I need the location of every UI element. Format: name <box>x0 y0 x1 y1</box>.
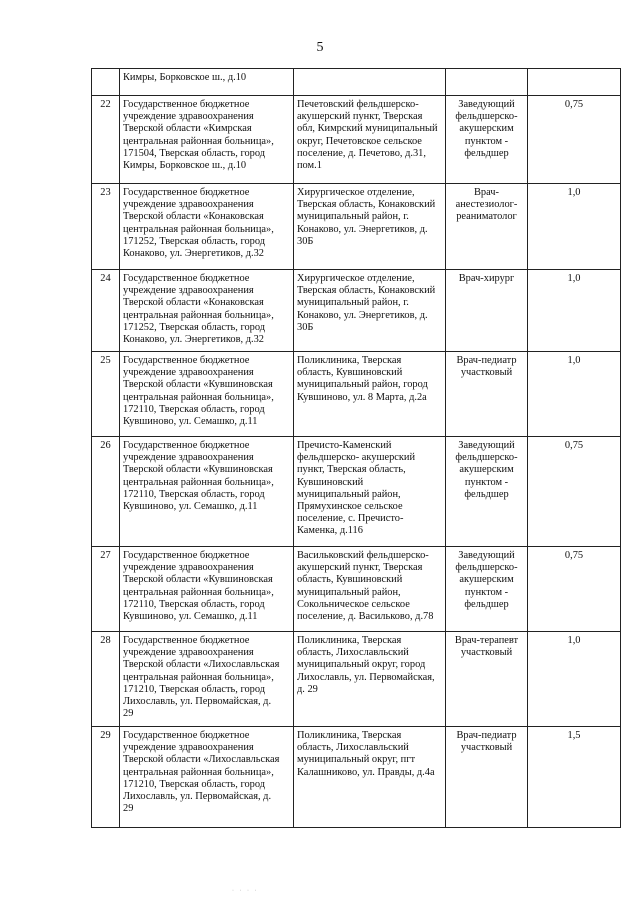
cell-text-line: учреждение здравоохранения <box>123 367 254 379</box>
table-row <box>92 352 621 437</box>
cell-text-line: пунктом - <box>464 586 509 598</box>
table-row <box>92 69 621 96</box>
cell-text-line: муниципальный район, г. <box>297 297 409 309</box>
row-number-cell: 28 <box>92 632 120 727</box>
cell-text-line: учреждение здравоохранения <box>123 199 254 211</box>
cell-text-line: Тверской области «Лихославльская <box>123 659 280 671</box>
cell-text-line: муниципальный округ, город <box>297 659 426 671</box>
cell-text-line: Государственное бюджетное <box>123 440 250 451</box>
row-number-cell: 29 <box>92 727 120 828</box>
cell-text-line: Поликлиника, Тверская <box>297 355 402 366</box>
cell-text-line: 171504, Тверская область, город <box>123 147 266 159</box>
cell-text-line: пом.1 <box>297 160 322 172</box>
cell-text-line: Хирургическое отделение, <box>297 187 415 198</box>
cell-text-line: 171210, Тверская область, город <box>123 778 266 790</box>
cell-text-line: Тверской области «Кувшиновская <box>123 379 273 391</box>
cell-text-line: фельдшерско- <box>455 111 518 123</box>
cell-text-line: Заведующий <box>458 440 515 451</box>
cell-text-line: учреждение здравоохранения <box>123 285 254 297</box>
cell-text-line: 171252, Тверская область, город <box>123 321 266 333</box>
cell-text-line: 172110, Тверская область, город <box>123 598 265 610</box>
rate-cell: 1,0 <box>528 184 621 270</box>
cell-text-line: Тверской области «Кувшиновская <box>123 464 273 476</box>
cell-text-line: пункт, Тверская область, <box>297 464 406 476</box>
cell-text-line: Врач-педиатр <box>456 730 517 741</box>
organization-cell <box>120 547 294 632</box>
cell-text-line: 171252, Тверская область, город <box>123 235 266 247</box>
table-row <box>92 96 621 184</box>
row-number-cell: 24 <box>92 270 120 352</box>
cell-text-line: Заведующий <box>458 99 515 110</box>
row-number-cell: 27 <box>92 547 120 632</box>
cell-text-line: фельдшерско- акушерский <box>297 452 416 464</box>
row-number-cell: 25 <box>92 352 120 437</box>
cell-text-line: фельдшер <box>464 488 509 500</box>
cell-text-line: участковый <box>460 742 513 754</box>
staffing-table <box>91 68 621 828</box>
cell-text-line: 30Б <box>297 235 314 247</box>
table-row <box>92 270 621 352</box>
cell-text-line: 30Б <box>297 321 314 333</box>
cell-text-line: центральная районная больница», <box>123 309 274 321</box>
table-row <box>92 632 621 727</box>
workplace-cell <box>294 352 446 437</box>
cell-text-line: Калашниково, ул. Правды, д.4а <box>297 766 435 778</box>
cell-text-line: центральная районная больница», <box>123 586 274 598</box>
position-cell <box>446 437 528 547</box>
cell-text-line: Лихославль, ул. Первомайская, <box>297 671 435 683</box>
workplace-cell <box>294 270 446 352</box>
cell-text-line: Каменка, д.116 <box>297 525 363 537</box>
organization-cell <box>120 352 294 437</box>
cell-text-line: центральная районная больница», <box>123 135 274 147</box>
cell-text-line: участковый <box>460 647 513 659</box>
table-row <box>92 727 621 828</box>
position-cell <box>446 69 528 96</box>
cell-text-line: учреждение здравоохранения <box>123 742 254 754</box>
workplace-cell <box>294 184 446 270</box>
cell-text-line: Васильковский фельдшерско- <box>297 550 429 561</box>
cell-text-line: акушерский пункт, Тверская <box>297 562 423 574</box>
cell-text-line: 171210, Тверская область, город <box>123 683 266 695</box>
cell-text-line: Лихославль, ул. Первомайская, д. <box>123 791 272 803</box>
cell-text-line: Кувшиново, ул. Семашко, д.11 <box>123 416 258 428</box>
cell-text-line: Тверская область, Конаковский <box>297 199 436 211</box>
cell-text-line: Прямухинское сельское <box>297 501 403 513</box>
cell-text-line: учреждение здравоохранения <box>123 452 254 464</box>
cell-text-line: Врач-хирург <box>458 273 515 284</box>
cell-text-line: Тверской области «Конаковская <box>123 297 264 309</box>
organization-cell <box>120 270 294 352</box>
workplace-cell <box>294 632 446 727</box>
cell-text-line: Хирургическое отделение, <box>297 273 415 284</box>
page-number: 5 <box>316 40 324 55</box>
cell-text-line: Кувшиново, ул. 8 Марта, д.2а <box>297 391 427 403</box>
cell-text-line: фельдшер <box>464 598 509 610</box>
cell-text-line: акушерским <box>459 464 514 476</box>
cell-text-line: округ, Печетовское сельское <box>297 135 422 147</box>
cell-text-line: область, Лихославльский <box>297 647 409 659</box>
cell-text-line: Заведующий <box>458 550 515 561</box>
workplace-cell <box>294 727 446 828</box>
cell-text-line: центральная районная больница», <box>123 766 274 778</box>
cell-text-line: участковый <box>460 367 513 379</box>
table-body <box>92 69 621 828</box>
cell-text-line: область, Кувшиновский <box>297 574 403 586</box>
cell-text-line: фельдшер <box>464 147 509 159</box>
scan-artifact: · · · · <box>232 888 259 894</box>
cell-text-line: муниципальный район, <box>297 488 401 500</box>
organization-cell <box>120 632 294 727</box>
rate-cell: 0,75 <box>528 96 621 184</box>
organization-cell <box>120 184 294 270</box>
cell-text-line: учреждение здравоохранения <box>123 647 254 659</box>
cell-text-line: Кимры, Борковское ш., д.10 <box>123 160 247 172</box>
cell-text-line: 172110, Тверская область, город <box>123 403 265 415</box>
cell-text-line: Печетовский фельдшерско- <box>297 99 419 110</box>
cell-text-line: Тверской области «Кувшиновская <box>123 574 273 586</box>
cell-text-line: центральная районная больница», <box>123 223 274 235</box>
cell-text-line: Конаково, ул. Энергетиков, д. <box>297 223 428 235</box>
organization-cell <box>120 727 294 828</box>
position-cell <box>446 547 528 632</box>
cell-text-line: Государственное бюджетное <box>123 730 250 741</box>
row-number-cell: 22 <box>92 96 120 184</box>
rate-cell <box>528 69 621 96</box>
cell-text-line: Конаково, ул. Энергетиков, д.32 <box>123 248 264 260</box>
cell-text-line: Тверской области «Лихославльская <box>123 754 280 766</box>
table-row <box>92 437 621 547</box>
cell-text-line: акушерский пункт, Тверская <box>297 111 423 123</box>
cell-text-line: д. 29 <box>297 683 318 695</box>
cell-text-line: Пречисто-Каменский <box>297 440 392 451</box>
cell-text-line: обл, Кимрский муниципальный <box>297 123 438 135</box>
cell-text-line: муниципальный район, <box>297 586 401 598</box>
cell-text-line: пунктом - <box>464 135 509 147</box>
cell-text-line: муниципальный район, город <box>297 379 428 391</box>
position-cell <box>446 632 528 727</box>
cell-text-line: Государственное бюджетное <box>123 635 250 646</box>
rate-cell: 0,75 <box>528 547 621 632</box>
cell-text-line: поселение, с. Пречисто- <box>297 513 404 525</box>
cell-text-line: реаниматолог <box>456 211 517 223</box>
rate-cell: 1,5 <box>528 727 621 828</box>
cell-text-line: Государственное бюджетное <box>123 99 250 110</box>
rate-cell: 1,0 <box>528 632 621 727</box>
cell-text-line: Кимры, Борковское ш., д.10 <box>123 72 247 83</box>
cell-text-line: Поликлиника, Тверская <box>297 730 402 741</box>
cell-text-line: учреждение здравоохранения <box>123 111 254 123</box>
workplace-cell <box>294 437 446 547</box>
organization-cell <box>120 96 294 184</box>
cell-text-line: область, Кувшиновский <box>297 367 403 379</box>
cell-text-line: Государственное бюджетное <box>123 355 250 366</box>
cell-text-line: муниципальный округ, пгт <box>297 754 416 766</box>
cell-text-line: Сокольническое сельское <box>297 598 410 610</box>
cell-text-line: муниципальный район, г. <box>297 211 409 223</box>
cell-text-line: Лихославль, ул. Первомайская, д. <box>123 696 272 708</box>
cell-text-line: 172110, Тверская область, город <box>123 488 265 500</box>
cell-text-line: поселение, д. Васильково, д.78 <box>297 611 434 623</box>
position-cell <box>446 727 528 828</box>
organization-cell <box>120 437 294 547</box>
cell-text-line: Государственное бюджетное <box>123 187 250 198</box>
cell-text-line: центральная районная больница», <box>123 391 274 403</box>
cell-text-line: акушерским <box>459 123 514 135</box>
cell-text-line: Врач-терапевт <box>454 635 519 646</box>
position-cell <box>446 270 528 352</box>
table-row <box>92 184 621 270</box>
position-cell <box>446 184 528 270</box>
row-number-cell: 23 <box>92 184 120 270</box>
table-row <box>92 547 621 632</box>
cell-text-line: анестезиолог- <box>455 199 518 211</box>
cell-text-line: пунктом - <box>464 476 509 488</box>
cell-text-line: Тверская область, Конаковский <box>297 285 436 297</box>
cell-text-line: центральная районная больница», <box>123 671 274 683</box>
position-cell <box>446 96 528 184</box>
rate-cell: 1,0 <box>528 352 621 437</box>
organization-cell <box>120 69 294 96</box>
row-number-cell <box>92 69 120 96</box>
workplace-cell <box>294 547 446 632</box>
rate-cell: 0,75 <box>528 437 621 547</box>
cell-text-line: Врач- <box>473 187 499 198</box>
rate-cell: 1,0 <box>528 270 621 352</box>
row-number-cell: 26 <box>92 437 120 547</box>
position-cell <box>446 352 528 437</box>
cell-text-line: 29 <box>123 803 134 815</box>
cell-text-line: Конаково, ул. Энергетиков, д. <box>297 309 428 321</box>
cell-text-line: центральная районная больница», <box>123 476 274 488</box>
cell-text-line: Государственное бюджетное <box>123 273 250 284</box>
workplace-cell <box>294 69 446 96</box>
cell-text-line: 29 <box>123 708 134 720</box>
cell-text-line: акушерским <box>459 574 514 586</box>
cell-text-line: фельдшерско- <box>455 562 518 574</box>
cell-text-line: Кувшиново, ул. Семашко, д.11 <box>123 501 258 513</box>
cell-text-line: Государственное бюджетное <box>123 550 250 561</box>
cell-text-line: Кувшиновский <box>297 476 364 488</box>
cell-text-line: область, Лихославльский <box>297 742 409 754</box>
cell-text-line: Тверской области «Конаковская <box>123 211 264 223</box>
cell-text-line: Врач-педиатр <box>456 355 517 366</box>
cell-text-line: Конаково, ул. Энергетиков, д.32 <box>123 334 264 346</box>
workplace-cell <box>294 96 446 184</box>
cell-text-line: Кувшиново, ул. Семашко, д.11 <box>123 611 258 623</box>
cell-text-line: Тверской области «Кимрская <box>123 123 252 135</box>
cell-text-line: учреждение здравоохранения <box>123 562 254 574</box>
cell-text-line: поселение, д. Печетово, д.31, <box>297 147 426 159</box>
cell-text-line: Поликлиника, Тверская <box>297 635 402 646</box>
cell-text-line: фельдшерско- <box>455 452 518 464</box>
